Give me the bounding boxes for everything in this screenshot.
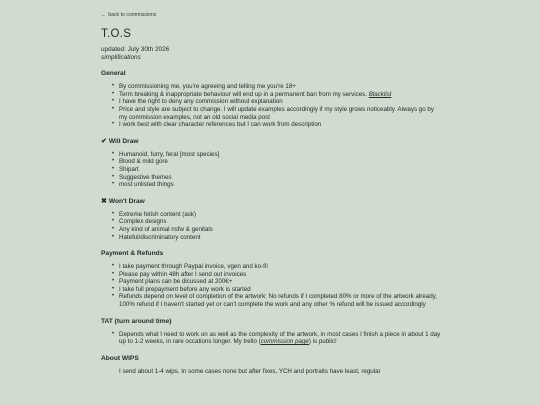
general-list xyxy=(101,83,441,129)
arrow-left-icon: ← xyxy=(101,12,107,18)
section-will-draw-heading xyxy=(101,138,441,146)
section-wont-draw-heading xyxy=(101,198,441,206)
tat-text-after: ) is public! xyxy=(308,338,337,346)
list-item-text: Term breaking & inappropriate behaviour will end up in a permanent ban from my services. xyxy=(119,90,369,98)
list-item: • Please pay within 48h after I send out invoices xyxy=(119,271,441,279)
wips-list xyxy=(101,368,441,376)
list-item: • I take payment through Paypal invoice, vgen and ko-fi! xyxy=(119,263,441,271)
checkmark-icon: ✔ xyxy=(101,137,107,145)
blacklist-link[interactable]: Blacklist xyxy=(368,90,392,98)
back-link-label: back to commissions xyxy=(108,12,157,18)
list-item-text: I work best with clear character references but I can work from description xyxy=(119,121,322,129)
cross-icon: ✖ xyxy=(101,197,107,205)
updated-date: updated: July 30th 2026 xyxy=(101,46,170,53)
list-item: • Suggestive themes xyxy=(119,174,441,182)
list-item xyxy=(119,331,441,346)
page-subtitle: simplifications xyxy=(101,53,141,61)
list-item xyxy=(119,83,441,91)
list-item: • Humanoid, furry, feral [most species] xyxy=(119,151,441,159)
will-draw-heading-text: Will Draw xyxy=(108,137,139,145)
wont-draw-heading-text: Won't Draw xyxy=(108,197,145,205)
commission-page-link[interactable]: commission page xyxy=(260,338,309,346)
section-general-heading: General xyxy=(101,70,126,78)
list-item: • Payment plans can be dicussed at 200€+ xyxy=(119,278,441,286)
list-item-text: Price and style are subject to change. I will update examples accordingly if my style grows noticeably. Always go by my commission examples, not an old social media post xyxy=(119,105,434,121)
section-tat-heading: TAT (turn around time) xyxy=(101,317,172,325)
tat-text-before: Depends what I need to work on as well as the complexity of the artwork, in most cases I finish a piece in about 1 day up to 1-2 weeks, in rare occations longer. My trello ( xyxy=(119,330,441,346)
list-item: • I take full prepayment before any work is started xyxy=(119,286,441,294)
list-item: • Complex designs xyxy=(119,218,441,226)
page-title: T.O.S xyxy=(101,28,132,40)
list-item: • Refunds depend on level of completion of the artwork: No refunds if I completed 80% or more of the artwork already, 100% refund if I haven't started yet or can't complete the work and any other % refund will be issued accordingly xyxy=(119,293,441,308)
section-payment-heading: Payment & Refunds xyxy=(101,250,164,258)
list-item-text: I have the right to deny any commission without explanation xyxy=(119,98,283,106)
list-item: • Extreme fetish content (ask) xyxy=(119,211,441,219)
list-item xyxy=(119,121,441,129)
list-item-text: By commissioning me, you're agreeing and telling me you're 18+ xyxy=(119,83,296,91)
list-item xyxy=(119,98,441,106)
tat-list xyxy=(101,331,441,346)
list-item xyxy=(119,91,441,99)
list-item: • Any kind of animal nsfw & genitals xyxy=(119,226,441,234)
payment-list xyxy=(101,263,441,309)
list-item: • Blood & mild gore xyxy=(119,158,441,166)
wont-draw-list xyxy=(101,211,441,241)
section-wips-heading: About WIPS xyxy=(101,354,139,362)
will-draw-list xyxy=(101,151,441,189)
list-item: • Shipart xyxy=(119,166,441,174)
list-item xyxy=(119,106,441,121)
tos-content xyxy=(101,12,441,376)
back-to-commissions-link[interactable] xyxy=(101,12,441,19)
list-item: • I send about 1-4 wips. In some cases none but after fixes, YCH and portraits have least, regular xyxy=(119,368,441,376)
list-item: • Hateful/discriminatory content xyxy=(119,234,441,242)
list-item: • most unlisted things xyxy=(119,181,441,189)
